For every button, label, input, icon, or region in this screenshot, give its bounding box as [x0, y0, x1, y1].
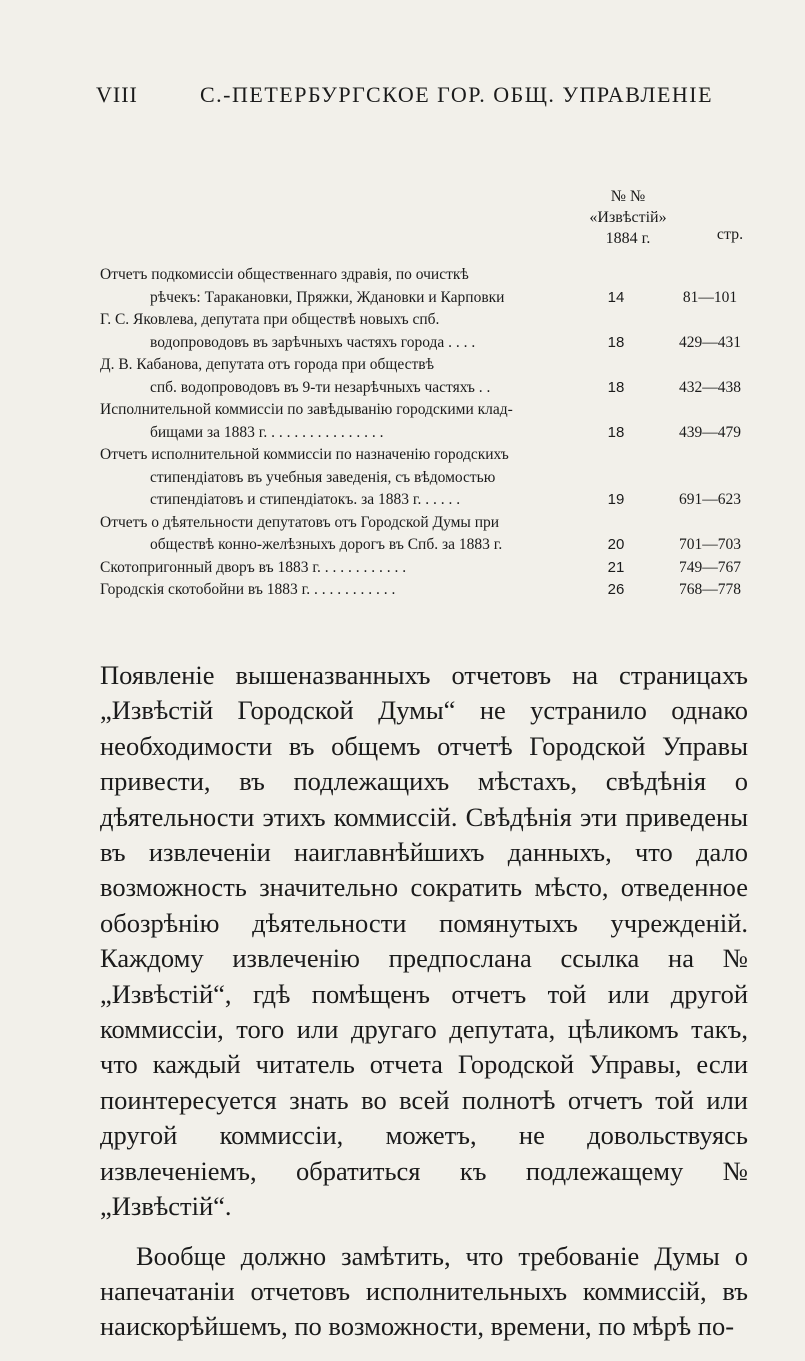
entry-pages: 439—479 [679, 423, 741, 441]
entry-issue: 20 [607, 536, 625, 553]
index-row [0, 356, 805, 379]
index-row [0, 311, 805, 334]
entry-text: Скотопригонный дворъ въ 1883 г. . . . . . . . . . . . [100, 558, 407, 576]
running-header [96, 82, 756, 112]
entry-pages: 432—438 [679, 378, 741, 396]
index-row [0, 334, 805, 357]
entry-text: Отчетъ о дѣятельности депутатовъ отъ Городской Думы при [100, 513, 500, 531]
report-index [0, 266, 805, 604]
paragraph: Вообще должно замѣтить, что требованіе Думы о напечатаніи отчетовъ исполнительныхъ коммиссій, въ наискорѣйшемъ, по возможности, времени, по мѣрѣ по- [100, 1240, 748, 1342]
entry-pages: 749—767 [679, 558, 741, 576]
entry-text: Отчетъ подкомиссіи общественнаго здравія, по очисткѣ [100, 266, 469, 283]
entry-issue: 18 [607, 333, 625, 351]
entry-text: Отчетъ исполнительной коммиссіи по назначенію городскихъ [100, 446, 509, 463]
entry-pages: 81—101 [682, 288, 738, 306]
index-row [0, 401, 805, 424]
pages-column-header: стр. [716, 226, 744, 243]
index-row [0, 289, 805, 312]
entry-text: Д. В. Кабанова, депутата отъ города при обществѣ [100, 356, 435, 373]
entry-issue: 19 [607, 491, 625, 508]
page-number: VIII [96, 82, 138, 107]
entry-issue: 26 [607, 581, 625, 598]
entry-pages: 691—623 [679, 491, 741, 508]
running-title: С.-ПЕТЕРБУРГСКОЕ ГОР. ОБЩ. УПРАВЛЕНІЕ [200, 82, 714, 107]
paragraph: Появленіе вышеназванныхъ отчетовъ на страницахъ „Извѣстій Городской Думы“ не устранило однако необходимости въ общемъ отчетѣ Городской Управы привести, въ подлежащихъ мѣстахъ, свѣдѣнія о дѣятельности этихъ коммиссій. Свѣдѣнія эти приведены въ извлеченіи наиглавнѣйшихъ данныхъ, что дало возможность значительно сократить мѣсто, отведенное обозрѣнію дѣятельности помянутыхъ учрежденій. Каждому извлеченію предпослана ссылка на № „Извѣстій“, гдѣ помѣщенъ отчетъ той или другой коммиссіи, того или другаго депутата, цѣликомъ такъ, что каждый читатель отчета Городской Управы, если поинтересуется знать во всей полнотѣ отчетъ той или другой коммиссіи, можетъ, не довольствуясь извлеченіемъ, обратиться къ подлежащему № „Извѣстій“. [100, 660, 748, 1222]
entry-issue: 21 [607, 558, 625, 576]
issue-header-line3: 1884 г. [605, 230, 651, 247]
issue-column-header [578, 186, 678, 249]
entry-text: бищами за 1883 г. . . . . . . . . . . . . . . . [150, 423, 384, 441]
index-row [0, 446, 805, 469]
index-row [0, 514, 805, 537]
entry-issue: 14 [607, 288, 625, 306]
entry-text: стипендіатовъ въ учебныя заведенія, съ вѣдомостью [150, 468, 496, 486]
entry-text: водопроводовъ въ зарѣчныхъ частяхъ города . . . . [150, 333, 476, 351]
entry-text: Г. С. Яковлева, депутата при обществѣ новыхъ спб. [100, 311, 440, 328]
index-row [0, 581, 805, 604]
entry-issue: 18 [607, 423, 625, 441]
issue-header-line2: «Извѣстій» [589, 209, 667, 226]
entry-pages: 701—703 [679, 536, 741, 553]
entry-issue: 18 [607, 378, 625, 396]
index-row [0, 469, 805, 492]
entry-text: Исполнительной коммиссіи по завѣдыванію городскими клад- [100, 401, 513, 418]
body-text [100, 658, 748, 1345]
index-row [0, 379, 805, 402]
index-row [0, 536, 805, 559]
index-row [0, 424, 805, 447]
entry-pages: 429—431 [679, 333, 741, 351]
entry-text: обществѣ конно-желѣзныхъ дорогъ въ Спб. за 1883 г. [150, 536, 503, 553]
entry-text: спб. водопроводовъ въ 9-ти незарѣчныхъ частяхъ . . [150, 378, 491, 396]
index-row [0, 491, 805, 514]
entry-pages: 768—778 [679, 581, 741, 598]
entry-text: рѣчекъ: Таракановки, Пряжки, Ждановки и Карповки [150, 288, 505, 306]
index-row [0, 559, 805, 582]
entry-text: Городскія скотобойни въ 1883 г. . . . . . . . . . . . [100, 581, 396, 598]
issue-header-line1: № № [610, 188, 646, 205]
index-row [0, 266, 805, 289]
entry-text: стипендіатовъ и стипендіатокъ. за 1883 г. . . . . . [150, 491, 461, 508]
